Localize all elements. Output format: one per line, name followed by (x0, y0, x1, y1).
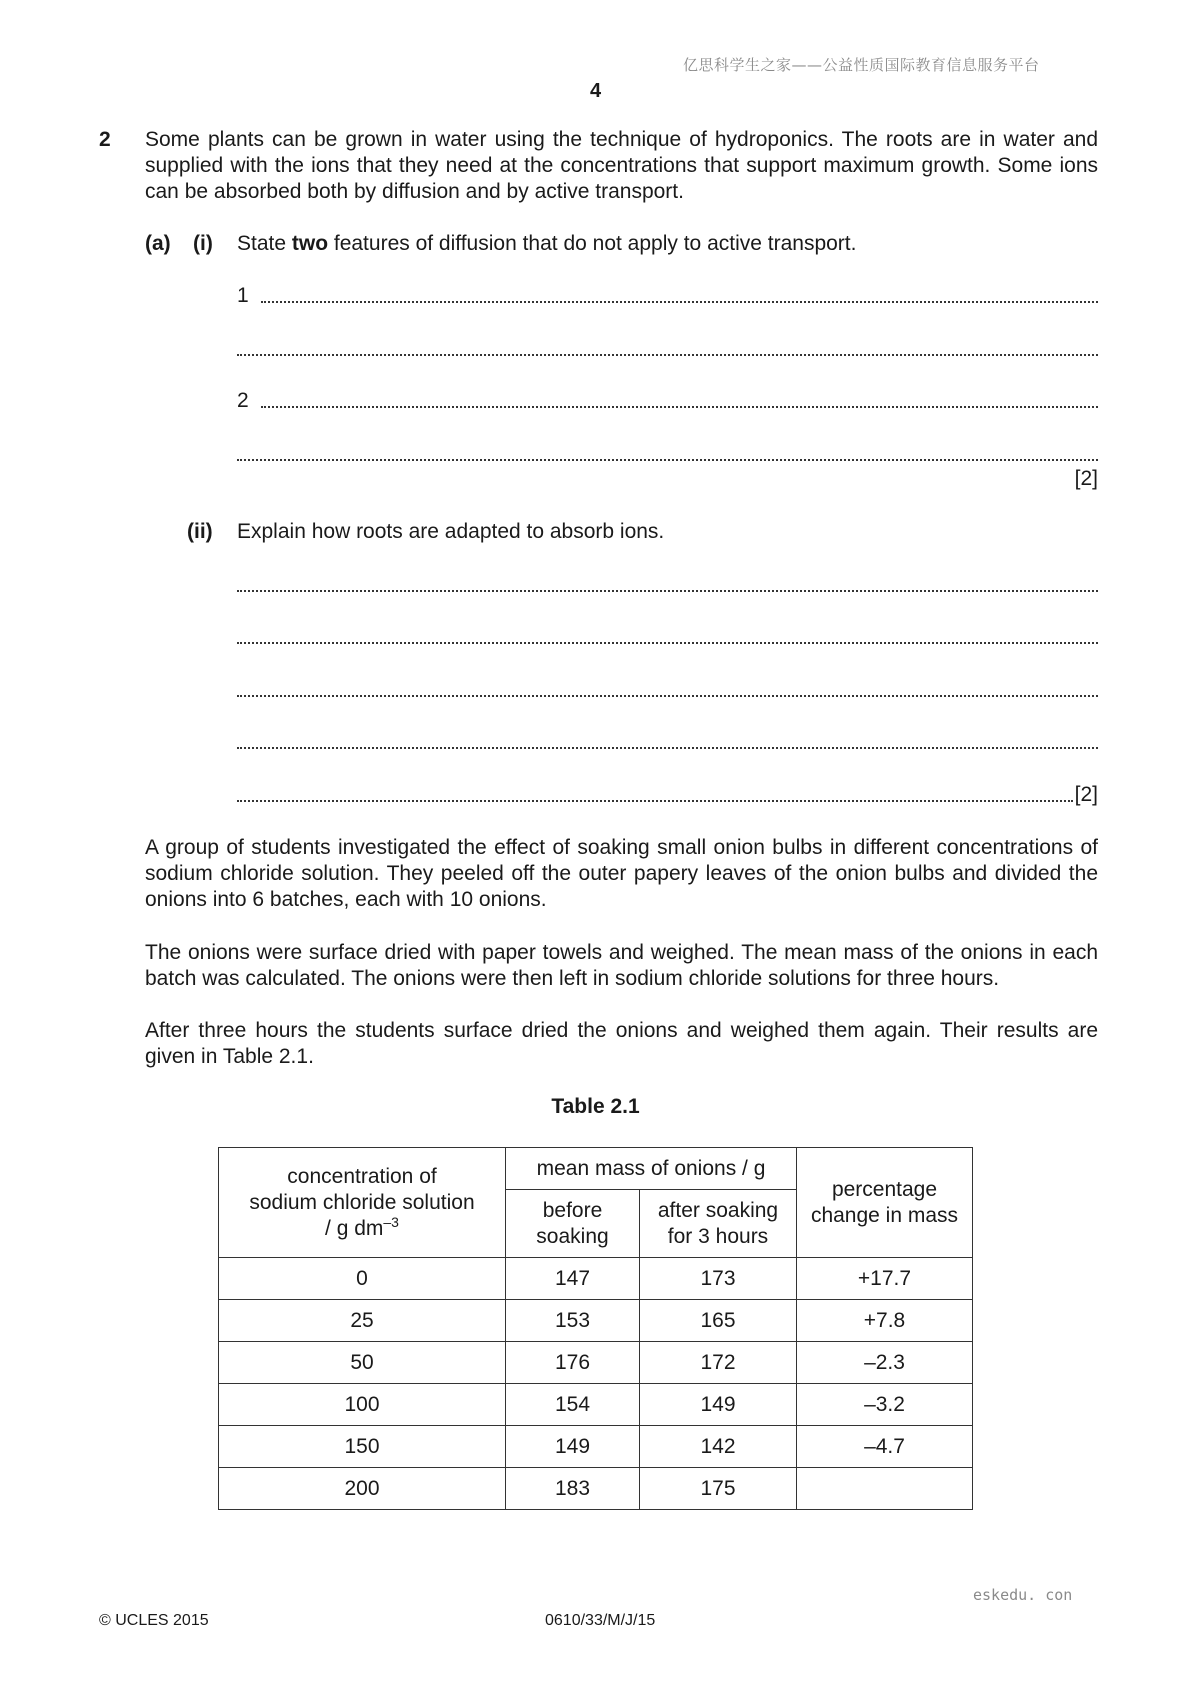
context-text-1: A group of students investigated the effect of soaking small onion bulbs in different concentrations of sodium chloride solution. They peeled off the outer papery leaves of the onion bulbs and divided the onions into 6 batches, each with 10 onions. (145, 836, 1098, 911)
header-mean-mass: mean mass of onions / g (506, 1148, 797, 1190)
cell-concentration: 25 (219, 1300, 506, 1342)
cell-before: 147 (506, 1258, 640, 1300)
header-after-line1: after soaking (657, 1198, 779, 1222)
cell-percentage: –2.3 (797, 1342, 973, 1384)
cell-after: 172 (640, 1342, 797, 1384)
part-ii-mark: [2] (1074, 783, 1098, 806)
part-i-prompt (237, 231, 856, 257)
cell-percentage: +7.8 (797, 1300, 973, 1342)
answer-line-1b[interactable] (237, 336, 1098, 362)
footer-copyright: © UCLES 2015 (99, 1612, 209, 1629)
dotted-line (237, 694, 1098, 697)
question-number: 2 (99, 128, 111, 151)
cell-concentration: 100 (219, 1384, 506, 1426)
header-concentration (219, 1148, 506, 1258)
question-intro (145, 127, 1098, 205)
cell-percentage: –4.7 (797, 1426, 973, 1468)
header-before-line1: before (542, 1198, 603, 1222)
cell-before: 149 (506, 1426, 640, 1468)
table-row (219, 1258, 973, 1300)
header-concentration-unit (225, 1213, 499, 1242)
dotted-line (237, 353, 1098, 356)
header-concentration-line1: concentration of (287, 1164, 437, 1188)
answer-line-2b[interactable] (237, 441, 1098, 467)
cell-after: 165 (640, 1300, 797, 1342)
context-paragraph-3 (145, 1018, 1098, 1070)
watermark-bottom: eskedu. con (973, 1586, 1073, 1604)
header-percentage-line2: change in mass (810, 1203, 959, 1227)
dotted-line (237, 641, 1098, 644)
answer-line-ii-2[interactable] (237, 624, 1098, 650)
cell-before: 183 (506, 1468, 640, 1510)
part-ii-label: (ii) (187, 520, 213, 543)
unit-text: / g dm (325, 1216, 384, 1240)
answer-line-2-number: 2 (237, 389, 249, 412)
cell-percentage: –3.2 (797, 1384, 973, 1426)
context-paragraph-1 (145, 835, 1098, 913)
dotted-line (261, 300, 1098, 303)
cell-after: 173 (640, 1258, 797, 1300)
context-text-3: After three hours the students surface dried the onions and weighed them again. Their results are given in Table 2.1. (145, 1019, 1098, 1068)
answer-line-2[interactable] (237, 388, 1098, 414)
part-ii-prompt: Explain how roots are adapted to absorb ions. (237, 520, 665, 543)
cell-concentration: 200 (219, 1468, 506, 1510)
cell-after: 142 (640, 1426, 797, 1468)
table-caption: Table 2.1 (551, 1095, 640, 1118)
answer-line-ii-4[interactable] (237, 729, 1098, 755)
cell-after: 149 (640, 1384, 797, 1426)
dotted-line (237, 799, 1073, 802)
header-before (506, 1190, 640, 1258)
answer-line-ii-1[interactable] (237, 572, 1098, 598)
part-i-mark: [2] (1074, 467, 1098, 490)
prompt-post: features of diffusion that do not apply to active transport. (328, 232, 857, 255)
table-row (219, 1426, 973, 1468)
header-after (640, 1190, 797, 1258)
cell-concentration: 150 (219, 1426, 506, 1468)
context-paragraph-2 (145, 940, 1098, 992)
cell-after: 175 (640, 1468, 797, 1510)
answer-line-ii-5[interactable] (237, 782, 1098, 808)
prompt-pre: State (237, 232, 292, 255)
header-percentage (797, 1148, 973, 1258)
cell-percentage: +17.7 (797, 1258, 973, 1300)
dotted-line (237, 589, 1098, 592)
intro-text: Some plants can be grown in water using the technique of hydroponics. The roots are in water and supplied with the ions that they need at the concentrations that support maximum growth. Some ions can be absorbed both by diffusion and by active transport. (145, 128, 1098, 203)
part-i-label: (i) (193, 232, 213, 255)
context-text-2: The onions were surface dried with paper towels and weighed. The mean mass of the onions in each batch was calculated. The onions were then left in sodium chloride solutions for three hours. (145, 941, 1098, 990)
answer-line-ii-3[interactable] (237, 677, 1098, 703)
cell-concentration: 0 (219, 1258, 506, 1300)
header-before-line2: soaking (536, 1224, 609, 1248)
dotted-line (261, 405, 1098, 408)
table-row (219, 1384, 973, 1426)
footer-code: 0610/33/M/J/15 (545, 1612, 656, 1629)
table-row (219, 1342, 973, 1384)
part-a-label: (a) (145, 232, 171, 255)
table-row (219, 1468, 973, 1510)
header-concentration-line2: sodium chloride solution (249, 1190, 475, 1214)
dotted-line (237, 458, 1098, 461)
table-row (219, 1300, 973, 1342)
header-percentage-line1: percentage (831, 1177, 938, 1201)
cell-percentage-empty[interactable] (797, 1468, 973, 1510)
dotted-line (237, 746, 1098, 749)
header-after-line2: for 3 hours (667, 1224, 769, 1248)
cell-before: 153 (506, 1300, 640, 1342)
unit-exponent: –3 (383, 1213, 399, 1230)
answer-line-1[interactable] (237, 283, 1098, 309)
page-number: 4 (589, 80, 602, 102)
answer-line-1-number: 1 (237, 284, 249, 307)
results-table (218, 1147, 973, 1510)
cell-before: 154 (506, 1384, 640, 1426)
cell-concentration: 50 (219, 1342, 506, 1384)
cell-before: 176 (506, 1342, 640, 1384)
prompt-bold: two (291, 232, 329, 255)
watermark-top: 亿思科学生之家——公益性质国际教育信息服务平台 (683, 56, 1040, 74)
